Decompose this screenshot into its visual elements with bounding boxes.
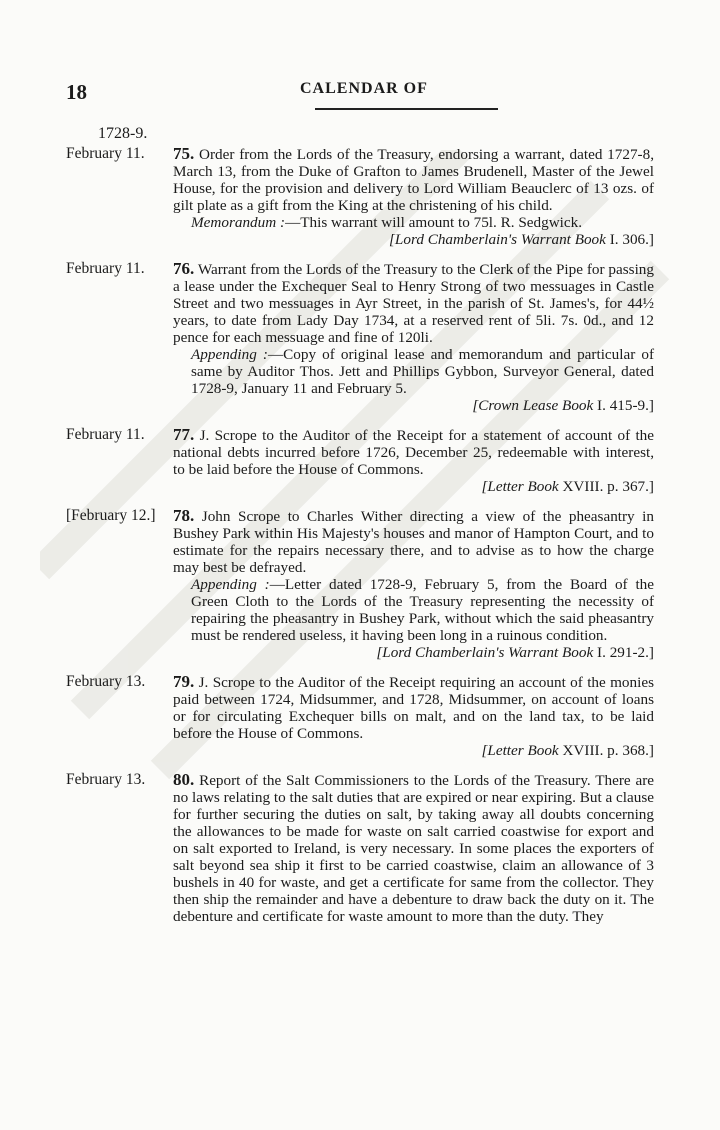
entry-body — [173, 260, 654, 414]
entry-text: J. Scrope to the Auditor of the Receipt for a statement of account of the national debts incurred before 1726, December 25, redeemable with interest, to be laid before the House of Commons. — [173, 427, 655, 478]
entry-date: February 11. — [66, 260, 145, 277]
citation: [Crown Lease Book I. 415-9.] — [472, 397, 654, 414]
note-label: Appending : — [191, 576, 270, 593]
citation: [Lord Chamberlain's Warrant Book I. 291-2.] — [376, 644, 654, 661]
calendar-entry — [0, 260, 720, 414]
entry-date: February 11. — [66, 426, 145, 443]
citation: [Letter Book XVIII. p. 368.] — [481, 742, 654, 759]
calendar-entry — [0, 673, 720, 759]
entry-number: 76. — [173, 259, 195, 278]
calendar-entry — [0, 145, 720, 248]
calendar-entry — [0, 771, 720, 925]
note-label: Appending : — [191, 346, 268, 363]
entry-number: 75. — [173, 144, 195, 163]
entry-number: 79. — [173, 672, 195, 691]
entry-number: 78. — [173, 506, 195, 525]
citation: [Lord Chamberlain's Warrant Book I. 306.] — [389, 231, 654, 248]
entry-date: February 11. — [66, 145, 145, 162]
entry-number: 80. — [173, 770, 195, 789]
page-header — [0, 0, 720, 120]
note-label: Memorandum : — [191, 214, 286, 231]
header-rule — [315, 108, 498, 110]
entry-body — [173, 673, 654, 759]
entry-body — [173, 771, 654, 925]
entry-text: John Scrope to Charles Wither directing a view of the pheasantry in Bushey Park within His Majesty's houses and manor of Hampton Court, and to estimate for the repairs necessary there, and to advise as to how the charge may best be defrayed. — [173, 508, 654, 576]
calendar-entry — [0, 507, 720, 661]
note-text: —This warrant will amount to 75l. R. Sedgwick. — [285, 214, 583, 231]
note-text: —Copy of original lease and memorandum and particular of same by Auditor Thos. Jett and Phillips Gybbon, Surveyor General, dated 1728-9, January 11 and February 5. — [191, 346, 655, 397]
calendar-entry — [0, 426, 720, 495]
calendar-entries — [0, 145, 720, 937]
entry-number: 77. — [173, 425, 195, 444]
running-title: CALENDAR OF — [300, 80, 428, 97]
entry-text: Order from the Lords of the Treasury, endorsing a warrant, dated 1727-8, March 13, from the Duke of Grafton to James Brudenell, Master of the Jewel House, for the provision and delivery to Lord William Beauclerc of 13 ozs. of gilt plate as a gift from the King at the christening of his child. — [173, 146, 654, 214]
entry-text: Report of the Salt Commissioners to the Lords of the Treasury. There are no laws relating to the salt duties that are expired or near expiring. But a clause for further securing the duties on salt, by taking away all doubts concerning the allowances to be made for waste on salt carried coastwise for export and on salt exported to Ireland, is very necessary. In some places the exporters of salt beyond sea ship it first to be carried coastwise, claim an allowance of 3 bushels in 40 for waste, and get a certificate for same from the collector. They then ship the remainder and have a debenture to draw back the duty on it. The debenture and certificate for waste amount to more than the duty. They — [173, 772, 655, 925]
page-number: 18 — [66, 80, 87, 104]
entry-date: February 13. — [66, 673, 146, 690]
entry-body — [173, 426, 654, 495]
entry-body — [173, 507, 654, 661]
entry-date: February 13. — [66, 771, 146, 788]
entry-body — [173, 145, 654, 248]
entry-text: J. Scrope to the Auditor of the Receipt requiring an account of the monies paid between 1724, Midsummer, and 1728, Midsummer, on account of loans or for circulating Exchequer bills on malt, and on the land tax, to be laid before the House of Commons. — [173, 674, 654, 742]
entry-date: [February 12.] — [66, 507, 156, 524]
citation: [Letter Book XVIII. p. 367.] — [481, 478, 654, 495]
note-text: —Letter dated 1728-9, February 5, from the Board of the Green Cloth to the Lords of the Treasury representing the necessity of repairing the pheasantry in Bushey Park, without which the said pheasantry must be rendered useless, it having been long in a ruinous condition. — [191, 576, 654, 644]
year-heading: 1728-9. — [98, 125, 148, 142]
entry-text: Warrant from the Lords of the Treasury to the Clerk of the Pipe for passing a lease under the Exchequer Seal to Henry Strong of two messuages in Castle Street and two messuages in Ayr Street, in the parish of St. James's, for 44½ years, to date from Lady Day 1734, at a reserved rent of 5li. 7s. 0d., and 12 pence for each messuage and fine of 120li. — [173, 261, 654, 346]
